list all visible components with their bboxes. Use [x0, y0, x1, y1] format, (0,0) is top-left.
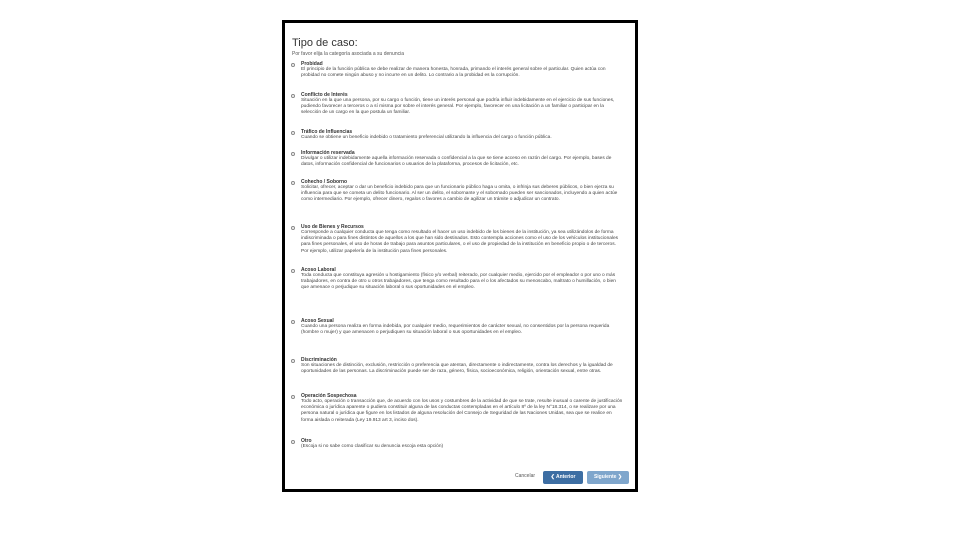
option-name: Operación Sospechosa — [301, 393, 357, 399]
option-name: Cohecho / Soborno — [301, 179, 348, 185]
option-name: Probidad — [301, 61, 323, 67]
page-title: Tipo de caso: — [292, 37, 358, 49]
option-otro[interactable] — [289, 438, 627, 454]
option-trafico-influencias[interactable] — [289, 129, 627, 150]
cancel-link[interactable]: Cancelar — [515, 473, 536, 479]
option-description: (Escoja si no sabe como clasificar su denuncia escoja esta opción) — [301, 444, 444, 449]
radio-uso-bienes-recursos[interactable] — [291, 226, 295, 230]
option-description: Cuando se obtiene un beneficio indebido o tratamiento preferencial utilizando la influencia del cargo o función pública. — [301, 135, 552, 140]
radio-operacion-sospechosa[interactable] — [291, 395, 295, 399]
option-name: Uso de Bienes y Recursos — [301, 224, 364, 230]
form-frame — [282, 20, 638, 492]
option-name: Conflicto de Interés — [301, 92, 348, 98]
form-content — [289, 37, 627, 454]
page-subtitle: Por favor elija la categoría asociada a su denuncia — [292, 51, 405, 57]
options-list — [289, 61, 627, 454]
option-acoso-laboral[interactable] — [289, 267, 627, 318]
option-description: Solicitar, ofrecer, aceptar o dar un beneficio indebido para que un funcionario público haga u omita, o infrinja sus deberes públicos, o bien ejerza su influencia para que se cometa un delito funcionario. Al ser un delito, el sobornante y el sobornado pueden ser sancionados, incluyendo a quien actúe como intermediario. Por ejemplo, ofrecer dinero, regalos o favores a cambio de agilizar un trámite o adjudicar un contrato. — [301, 185, 618, 203]
option-description: El principio de la función pública se debe realizar de manera honesta, honrada, primando el interés general sobre el particular. Quien actúa con probidad no comete ningún abuso y no incurre en un delito. Lo contrario a la probidad es la corrupción. — [301, 67, 606, 79]
option-name: Acoso Sexual — [301, 318, 334, 324]
radio-informacion-reservada[interactable] — [291, 152, 295, 156]
option-cohecho-soborno[interactable] — [289, 179, 627, 224]
option-operacion-sospechosa[interactable] — [289, 393, 627, 438]
radio-otro[interactable] — [291, 440, 295, 444]
option-name: Otro — [301, 438, 312, 444]
radio-conflicto-interes[interactable] — [291, 94, 295, 98]
next-button[interactable]: Siguiente ❯ — [587, 471, 629, 484]
option-acoso-sexual[interactable] — [289, 318, 627, 357]
option-description: Cuando una persona realiza en forma indebida, por cualquier medio, requerimientos de carácter sexual, no consentidos por la persona requerida (hombre o mujer) y que amenacen o perjudiquen su situación laboral o sus oportunidades en el empleo. — [301, 324, 610, 336]
radio-cohecho-soborno[interactable] — [291, 181, 295, 185]
option-name: Discriminación — [301, 357, 337, 363]
form-footer — [285, 469, 635, 485]
option-description: Toda conducta que constituya agresión u hostigamiento (físico y/o verbal) reiterado, por cualquier medio, ejercido por el empleador o por uno o más trabajadores, en contra de otro u otros trabajadores, que tenga como resultado para el o los afectados su menoscabo, maltrato o humillación, o bien que amenace o perjudique su situación laboral o sus oportunidades en el empleo. — [301, 273, 616, 291]
radio-acoso-laboral[interactable] — [291, 269, 295, 273]
option-conflicto-interes[interactable] — [289, 92, 627, 129]
option-description: Son situaciones de distinción, exclusión, restricción o preferencia que atentan, directamente o indirectamente, contra los derechos y la igualdad de oportunidades de las personas. La discriminación puede ser de raza, género, física, socioeconómica, religión, orientación sexual, entre otras. — [301, 363, 613, 375]
radio-trafico-influencias[interactable] — [291, 131, 295, 135]
radio-acoso-sexual[interactable] — [291, 320, 295, 324]
option-informacion-reservada[interactable] — [289, 150, 627, 179]
radio-discriminacion[interactable] — [291, 359, 295, 363]
option-discriminacion[interactable] — [289, 357, 627, 393]
option-description: Divulgar o utilizar indebidamente aquella información reservada o confidencial a la que se tiene acceso en razón del cargo. Por ejemplo, bases de datos, información confidencial de funcionarios o usuarios de la plataforma, procesos de licitación, etc. — [301, 156, 612, 168]
option-description: Situación en la que una persona, por su cargo o función, tiene un interés personal que podría influir indebidamente en el ejercicio de sus funciones, pudiendo favorecer a terceros o a sí misma por sobre el interés general. Por ejemplo, favorecer en una licitación a un familiar o participar en la selección de un cargo en la que postula un familiar. — [301, 98, 615, 116]
radio-probidad[interactable] — [291, 63, 295, 67]
option-name: Información reservada — [301, 150, 355, 156]
option-description: Todo acto, operación o transacción que, de acuerdo con los usos y costumbres de la actividad de que se trate, resulte inusual o carente de justificación económica o jurídica aparente o pudiera constituir alguna de las conductas contempladas en el artículo 8º de la ley N°18.314, o se realizare por una persona natural o jurídica que figure en los listados de alguna resolución del Consejo de Seguridad de las Naciones Unidas, sea que se realice en forma aislada o reiterada (Ley 19.913 art 3, inciso dos). — [301, 399, 623, 423]
option-probidad[interactable] — [289, 61, 627, 92]
option-description: Corresponde a cualquier conducta que tenga como resultado el hacer un uso indebido de los bienes de la institución, ya sea utilizándolos de forma indiscriminada o para fines distintos de aquellos a los que han sido destinados. Esto contempla acciones como el uso de los vehículos institucionales para fines personales, el uso de horas de trabajo para asuntos particulares, o el uso de propiedad de la institución en beneficio propio o de terceros. Por ejemplo, utilizar papelería de la institución para fines personales. — [301, 230, 619, 254]
option-name: Tráfico de Influencias — [301, 129, 353, 135]
option-uso-bienes-recursos[interactable] — [289, 224, 627, 267]
previous-button[interactable]: ❮ Anterior — [543, 471, 583, 484]
option-name: Acoso Laboral — [301, 267, 336, 273]
